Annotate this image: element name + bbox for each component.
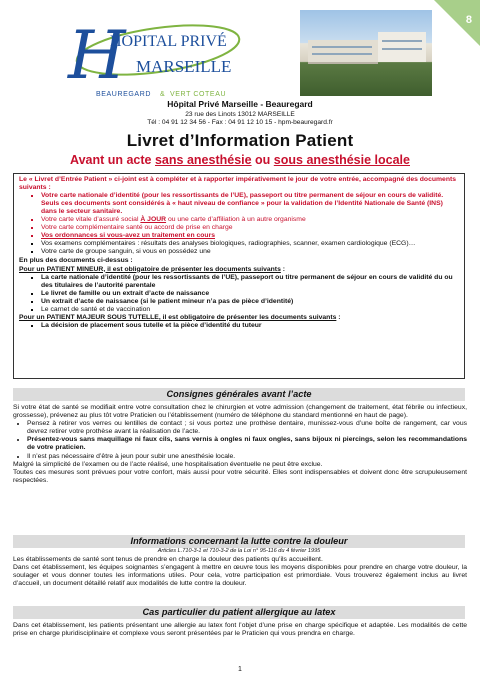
footer-page-number: 1 [238, 666, 242, 673]
svg-text:H: H [68, 17, 126, 94]
section-heading-consignes: Consignes générales avant l’acte [13, 388, 465, 401]
building-photo [300, 10, 432, 96]
page-subtitle: Avant un acte sans anesthésie ou sous anesthésie locale [70, 153, 410, 167]
list-item: • Pensez à retirer vos verres ou lentilles de contact ; si vous portez une prothèse dentaire, munissez-vous d’une boîte de rangement, car vous devrez retirer votre prothèse avant la réalisation de l’acte. [27, 420, 467, 436]
svg-text:&: & [160, 91, 165, 98]
section-consignes-body: Si votre état de santé se modifiait entre votre consultation chez le chirurgien et votre admission (changement de traitement, état fébrile ou infectieux, grossesse), prévenez au plus tôt votre Praticien ou l’établissement (numéro de téléphone du standard mentionné en haut de page). • Pensez à retirer vos verres ou lentilles de contact ; si vous portez une prothèse dentaire, munissez-vous d’une boîte de rangement, car vous devrez retirer votre prothèse avant la réalisation de l’acte. • Présentez-vous sans maquillage ni faux cils, sans vernis à ongles ni faux ongles, sans bijoux ni piercings, selon les recommandations de votre praticien. • Il n’est pas nécessaire d’être à jeun pour subir une anesthésie locale. Malgré la simplicité de l’examen ou de l’acte réalisé, une hospitalisation éventuelle ne peut être exclue. Toutes ces mesures sont prévues pour votre confort, mais aussi pour votre sécurité. Elles sont indispensables et doivent donc être scrupuleusement respectées. [13, 404, 467, 485]
required-documents-box [13, 173, 465, 379]
list-item: ▪ Vos examens complémentaires : résultats des analyses biologiques, radiographies, scanner, examen cardiologique (ECG)… [41, 240, 459, 248]
minor-list [19, 274, 459, 314]
hospital-logo [62, 12, 242, 104]
list-item: ▪ Le livret de famille ou un extrait d’acte de naissance [41, 290, 459, 298]
list-item: ▪ La décision de placement sous tutelle et la pièce d’identité du tuteur [41, 322, 459, 330]
page-corner-number: 8 [465, 14, 472, 26]
box-intro: Le « Livret d’Entrée Patient » ci-joint est à compléter et à rapporter impérativement le jour de votre entrée, accompagné des documents suivants : [19, 176, 457, 192]
section-latex-body: Dans cet établissement, les patients présentant une allergie au latex font l’objet d’une prise en charge spécifique et adaptée. Les modalités de cette prise en charge pluridisciplinaire et complexe vous seront présentées par le Praticien qui vous prendra en charge. [13, 622, 467, 638]
list-item: ▪ Votre carte nationale d’identité (pour les ressortissants de l’UE), passeport ou titre permanent de séjour en cours de validité. Seuls ces documents sont considérés à « haut niveau de confiance » pour la validation de l’Identité Nationale de Santé (INS) dans le secteur sanitaire. [41, 192, 459, 216]
law-reference: Articles L.710-3-1 et 710-3-2 de la Loi n° 95-116 du 4 février 1995 [157, 548, 321, 554]
address-street: 23 rue des Linots 13012 MARSEILLE [185, 111, 295, 118]
document-list [19, 192, 459, 256]
logo-line2: MARSEILLE [136, 57, 232, 76]
page-corner-tab [434, 0, 480, 46]
list-item: ▪ Vos ordonnances si vous-avez un traitement en cours [41, 232, 459, 240]
list-item: ▪ Votre carte complémentaire santé ou accord de prise en charge [41, 224, 459, 232]
list-item: ▪ Votre carte vitale d’assuré social À JOUR ou une carte d’affiliation à un autre organisme [41, 216, 459, 224]
address-phone: Tél : 04 91 12 34 56 - Fax : 04 91 12 10 15 - hpm-beauregard.fr [147, 119, 333, 126]
box-plus: En plus des documents ci-dessus : [19, 257, 133, 265]
tutelle-title: Pour un PATIENT MAJEUR SOUS TUTELLE, il est obligatoire de présenter les documents suivants : [19, 313, 341, 321]
section-heading-latex: Cas particulier du patient allergique au latex [13, 606, 465, 619]
list-item: • Il n’est pas nécessaire d’être à jeun pour subir une anesthésie locale. [27, 453, 467, 461]
section-heading-douleur: Informations concernant la lutte contre la douleur [13, 535, 465, 548]
list-item: ▪ Le carnet de santé et de vaccination [41, 306, 459, 314]
list-item: ▪ La carte nationale d’identité (pour les ressortissants de l’UE), passeport ou titre permanent de séjour en cours de validité du ou des titulaires de l’autorité parentale [41, 274, 459, 290]
list-item: ▪ Un extrait d’acte de naissance (si le patient mineur n’a pas de pièce d’identité) [41, 298, 459, 306]
page-title: Livret d’Information Patient [126, 131, 354, 150]
minor-title: Pour un PATIENT MINEUR, il est obligatoire de présenter les documents suivants : [19, 265, 286, 273]
tutelle-list [19, 322, 459, 330]
logo-line1: HOPITAL PRIVÉ [110, 33, 227, 50]
section-douleur-body: Les établissements de santé sont tenus de prendre en charge la douleur des patients qu’ils accueillent. Dans cet établissement, les équipes soignantes s’engagent à mettre en œuvre tous les moyens disponibles pour prendre en charge votre douleur, la soulager et vous donner toutes les informations utiles. Pour cela, votre participation est primordiale. Vous trouverez également inclus au livret d’accueil, un document détaillé relatif aux modalités de lutte contre la douleur. [13, 556, 467, 588]
list-item: ▪ Votre carte de groupe sanguin, si vous en possédez une [41, 248, 459, 256]
list-item: • Présentez-vous sans maquillage ni faux cils, sans vernis à ongles ni faux ongles, sans bijoux ni piercings, selon les recommandations de votre praticien. [27, 436, 467, 452]
logo-tagline-a: BEAUREGARD [96, 91, 152, 98]
logo-tagline-b: VERT COTEAU [170, 91, 227, 98]
org-name: Hôpital Privé Marseille - Beauregard [167, 99, 313, 109]
